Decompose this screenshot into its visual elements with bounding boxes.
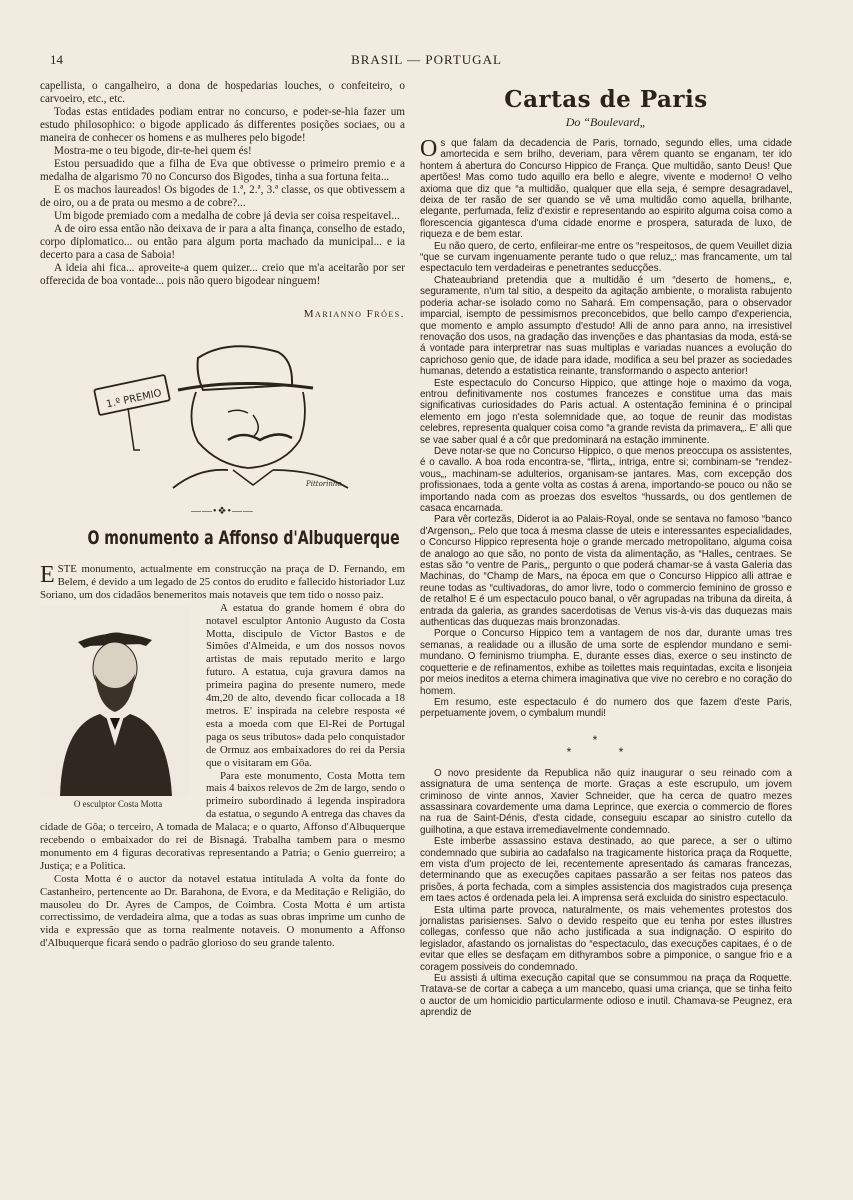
right-column [420,80,792,1019]
author-signature: Marianno Fróes. [303,308,405,320]
drop-cap: O [420,136,438,162]
paragraph: E os machos laureados! Os bigodes de 1.ª, 2.ª, 3.ª classe, os que obtivessem a de oiro, ou a de prata ou mesmo a de cobre?... [40,184,405,209]
column-subtitle: Do “Boulevard„ [565,115,647,129]
paragraph: Um bigode premiado com a medalha de cobre já devia ser coisa respeitavel... [54,210,400,222]
asterism-bottom: * * [566,744,646,759]
caricature-illustration [78,330,368,490]
paragraph: Eu não quero, de certo, enfileirar-me entre os “respeitosos„ de quem Veuillet dizia “que se curvam ingenuamente perante tudo o que reluz„: mas francamente, um tal espectaculo tem verdadeiras e penetrantes seducções. [420,240,792,275]
paragraph [420,138,792,241]
sculptor-portrait [40,606,190,796]
paragraph-text: STE monumento, actualmente em construcção na praça de D. Fernando, em Belem, é devido a um legado de 25 contos do erudito e fallecido historiador Luz Soriano, um dos cidadãos benemeritos mais notaveis que tem tido o nosso paiz. [40,563,405,601]
paragraph: Em resumo, este espectaculo é do numero dos que fazem d'este Paris, perpetuamente jovem, o cymbalum mundi! [420,696,792,720]
portrait-figure [40,606,196,811]
paragraph: A estatua do grande homem é obra do notavel esculptor Antonio Augusto da Costa Motta, discipulo de Victor Bastos e de Simões d'Almeida, e um dos nossos novos artistas de mais reputado merito e largo futuro. A estatua, cuja gravura damos na primeira pagina do presente numero, mede 4m,20 de alto, devendo ficar collocada a 18 metros. E' inspirada na celebre resposta «é esta a moeda com que El-Rei de Portugal paga os seus tributos» dada pelo conquistador de Ormuz aos embaixadores do rei da Persia que o visitaram em Gôa. [206,601,405,769]
left-column [40,80,405,950]
monument-article [40,563,405,950]
paragraph: Costa Motta é o auctor da notavel estatua intitulada A volta da fonte do Castanheiro, pertencente ao Dr. Barahona, de Evora, e da Meditação e Religião, do mausoleu do Dr. Ayres de Campos, de Coimbra. Costa Motta é um artista correctissimo, de verdadeira alma, que a todas as suas obras imprime um cunho de vida e expressão que as torna realmente notaveis. O monumento a Affonso d'Albuquerque ficará sendo o padrão glorioso do seu grande talento. [40,872,405,950]
paragraph: Este imberbe assassino estava destinado, ao que parece, a ser o ultimo condemnado que subiria ao cadafalso na tragicamente historica praça da Roquette, em vista d'um projecto de lei, recentemente apresentado ás camaras francezas, determinando que as execuções capitaes passarão a ser feitas nos pateos das prisões, á porta fechada, com a simples assistencia dos magistrados cuja presença em taes actos é ordenada pela lei. A imprensa será excluida do sinistro espectaculo. [420,836,792,905]
column-title: Cartas de Paris [504,86,708,113]
paragraph [40,563,405,602]
section-separator [420,734,792,758]
paragraph: capellista, o cangalheiro, a dona de hospedarias louches, o confeiteiro, o carvoeiro, etc., etc. [40,80,405,105]
page-number: 14 [50,52,63,67]
paragraph: Porque o Concurso Hippico tem a vantagem de nos dar, durante umas tres semanas, a realidade ou a illusão de uma sorte de esplendor mundano e semi-mundano. O feminismo triumpha. E, durante esses dias, exerce o seu instincto de coquetterie e de refinamentos, exhibe as toilettes mais requintadas, excita e lisonjeia por meios ineditos a eterna chimera imaginativa que vive no cerebro e no coração do homem. [420,628,792,697]
paragraph: Estou persuadido que a filha de Eva que obtivesse o primeiro premio e a medalha de algarismo 70 no Concurso dos Bigodes, tinha a sua fortuna feita... [40,158,405,183]
portrait-caption: O esculptor Costa Motta [73,798,163,809]
paragraph: Esta ultima parte provoca, naturalmente, os mais vehementes protestos dos jornalistas parisienses. Salvo o devido respeito que eu tenha por estes illustres collegas, confesso que não acho justificada a sua indignação. O espirito do legislador, afastando os jornalistas do “espectaculo„ das execuções capitaes, é o de evitar que elles se desfaçam em dithyrambos sobre a pimponice, o sangue frio e a coragem possiveis do condemnado. [420,904,792,973]
paragraph: Para vêr cortezãs, Diderot ia ao Palais-Royal, onde se sentava no famoso “banco d'Argenson„. Pelo que toca á mesma classe de uteis e interessantes especialidades, o Concurso Hippico representa hoje o grande mercado metropolitano, alguma coisa de analogo ao que são, no ponto de vista da alimentação, as “Halles„ centraes. Se estas são “o ventre de Paris„, pergunto o que poderá chamar-se á vasta Galeria das Machinas, do “Champ de Mars„ na época em que o Concurso Hippico alli attrae e reune todas as “cultivadoras„ do amor livre, todo o commercio feminino de grosso e de retalho! E é um espectaculo pouco banal, o vêr agrupadas na tribuna da direita, á entrada da galeria, as grandes sacerdotisas de Venus vis-à-vis das duquezas mais authenticas das duquezas mais bronzonadas. [420,514,792,629]
ornament-divider: ——•❖•—— [191,506,254,517]
asterism-top: * [592,732,620,747]
paragraph: Deve notar-se que no Concurso Hippico, o que menos preoccupa os assistentes, é o cavallo. A boa roda encontra-se, “flirta„, intriga, entre si; combinam-se “rendez-vous„, machinam-se adulterios, organisam-se jantares. Mas, com excepção dos profissionaes, toda a gente volta as costas á arena, importando-se pouco ou não se importando nada com as proezas dos esveltos “hussards„ ou dos gentlemen de casaca encarnada. [420,445,792,514]
drop-cap: E [40,562,55,588]
paragraph: Chateaubriand pretendia que a multidão é um “deserto de homens„, e, seguramente, n'um tal sitio, a despeito da agitação ambiente, o moralista rabujento poderia achar-se isolado como no Sahará. Em compensação, para o observador imparcial, isempto de pessimismos preconcebidos, que bello campo d'experiencia, que momento e amplo assumpto d'estudo! Alli de anno para anno, na irresistivel renovação dos usos, na gradação das invenções e das phantasias da moda, está-se á vontade para interpretrar nas suas multiplas e variadas nuances a evolução do caprichoso genio que, de idade para idade, modifica a seu bel prazer as sociedades humanas, detendo a estatistica reinante, transformando o aspecto anterior! [420,274,792,378]
artist-signature: Pittorinho [305,480,342,488]
paragraph: O novo presidente da Republica não quiz inaugurar o seu reinado com a assignatura de uma sentença de morte. Graças a este escrupulo, um jovem criminoso de vinte annos, Xavier Schneider, que ha cerca de quatro mezes assassinara covardemente uma dama Leprince, que exercia o commercio de flores na rua de Saint-Dénis, d'esta cidade, conseguiu escapar ao sinistro cutello da guilhotina, a que estava irremediavelmente condemnado. [420,767,792,836]
paragraph: A de oiro essa então não deixava de ir para a alta finança, conselho de estado, corpo diplomatico... ou então para algum porta machado da municipal... e ia decerto para a casa de Saboia! [40,223,405,261]
paragraph: Todas estas entidades podiam entrar no concurso, e poder-se-hia fazer um estudo philosophico: o bigode applicado ás differentes posições sociaes, ou a maneira de conhecer os homens e as mulheres pelo bigode! [40,106,405,144]
paragraph: Eu assisti á ultima execução capital que se consummou na praça da Roquette. Tratava-se de cortar a cabeça a um mancebo, quasi uma criança, que se tinha feito o auctor de um homicidio particularmente odioso e inutil. Chamava-se Peugnez, era aprendiz de [420,973,792,1019]
paragraph-text: s que falam da decadencia de Paris, tornado, segundo elles, uma cidade amortecida e sem brilho, deveriam, para vêrem quanto se enganam, ter ido hontem á abertura do Concurso Hippico de França. Que multidão, santo Deus! Que apertões! Mas como tudo aquillo era bello e alegre, vivente e moderno! O velho axioma que diz que “a multidão, qualquer que ella seja, é sempre desagradavel„ deixa de ter rasão de ser quando se vê uma multidão como aquella, brilhante, elegante, perfumada, feliz d'existir e representando ao espirito alguma coisa como a florescencia gigantesca d'uma cidade enorme e prospera, saturada de luxo, de riqueza e de bem estar. [420,138,792,241]
cartas-article [420,138,792,1019]
paragraph: A ideia ahi fica... aproveite-a quem quizer... creio que m'a aceitarão por ser offerecida de boa vontade... pois não quero bigodear ninguem! [40,262,405,287]
caricature-label: 1.º PREMIO [104,387,163,411]
paragraph: Mostra-me o teu bigode, dir-te-hei quem és! [54,145,252,157]
paragraph: Para este monumento, Costa Motta tem mais 4 baixos relevos de 2m de largo, sendo o primeiro subordinado á legenda inspiradora da estatua, o segundo A entrega das chaves da cidade de Gôa; o terceiro, A tomada de Malaca; e o quarto, Affonso d'Albuquerque recebendo o embaixador do rei de Bisnagá. Trabalha tambem para o mesmo monumento em 4 figuras decorativas representando a Patria; o Genio guerreiro; a Justiça; e a Politica. [40,769,405,872]
running-title: BRASIL — PORTUGAL [351,52,502,67]
article-title: O monumento a Affonso d'Albuquerque [87,527,400,549]
paragraph: Este espectaculo do Concurso Hippico, que attinge hoje o maximo da voga, entrou definitivamente nos costumes francezes e constitue uma das mais significativas curiosidades do Paris actual. A ostentação feminina é o principal elemento em jogo n'esta solemnidade que, ao toque de reunir das modistas celebres, representa qualquer coisa como “a grande revista da primavera„. E' alli que se vae saber qual é a côr que predominará na estação imminente. [420,377,792,446]
